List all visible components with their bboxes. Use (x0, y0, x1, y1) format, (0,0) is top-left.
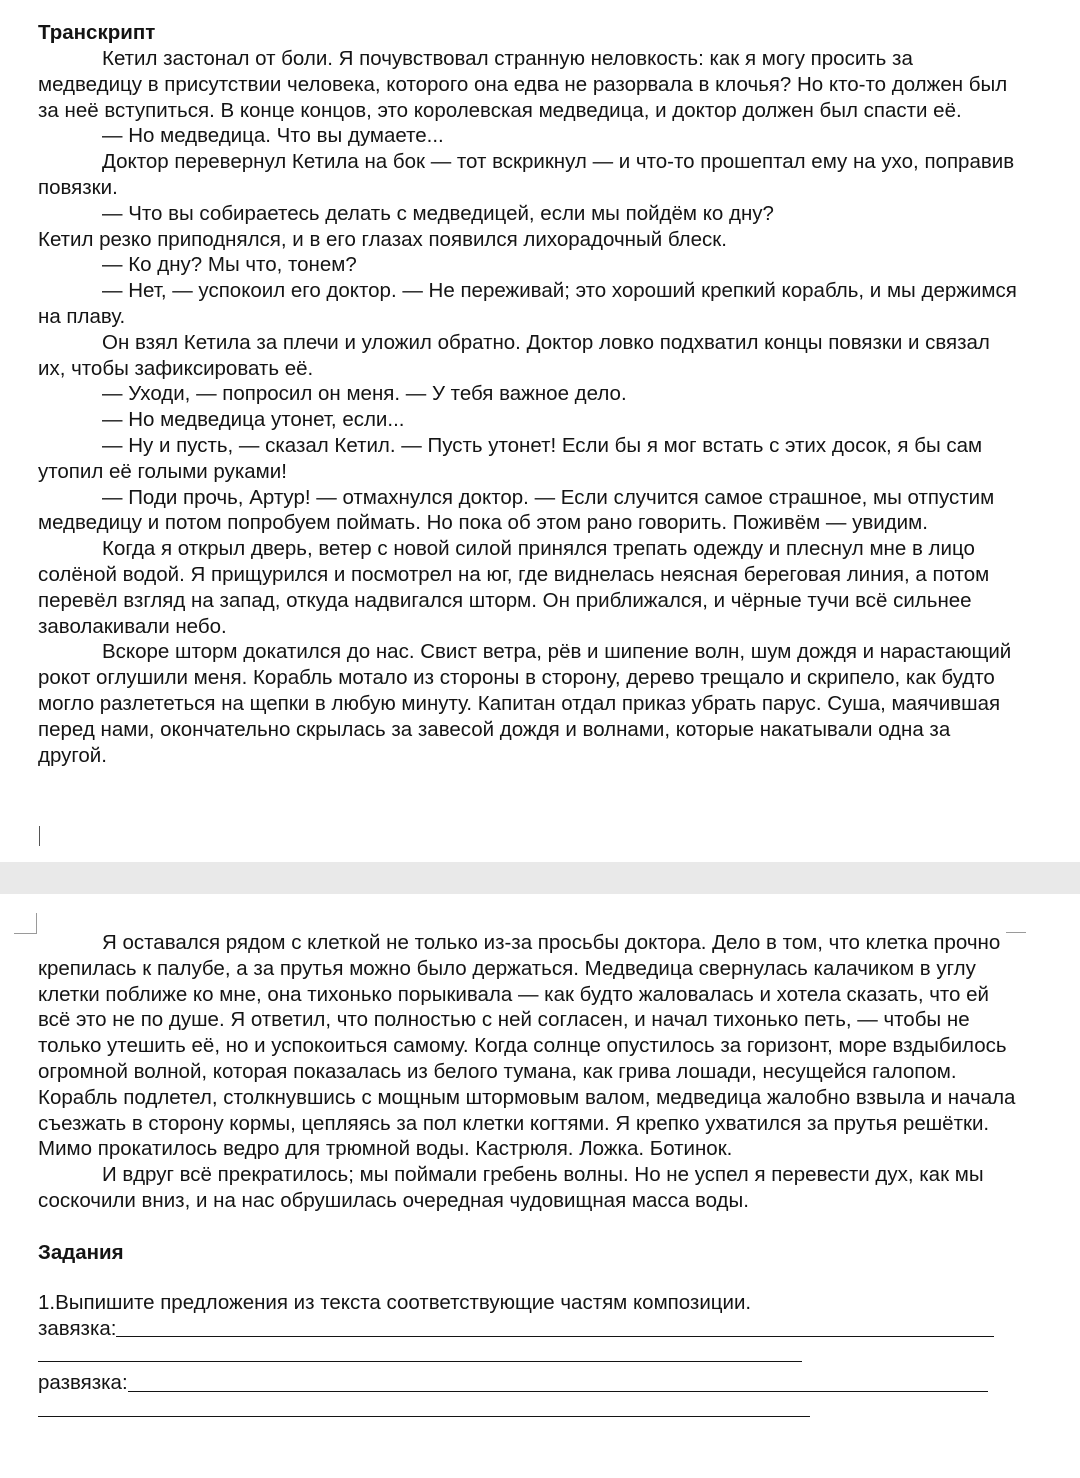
paragraph: Кетил застонал от боли. Я почувствовал странную неловкость: как я могу просить за медведицу в присутствии человека, которого она едва не разорвала в клочья? Но кто-то должен был за неё вступиться. В конце концов, это королевская медведица, и доктор должен был спасти её. (38, 47, 1008, 122)
field-razvyazka-line[interactable] (128, 1391, 988, 1392)
paragraph: Доктор перевернул Кетила на бок — тот вскрикнул — и что-то прошептал ему на ухо, поправив повязки. (38, 150, 1015, 199)
paragraph: — Что вы собираетесь делать с медведицей, если мы пойдём ко дну? (102, 201, 774, 225)
document-page-2 (0, 894, 1080, 1478)
field-razvyazka-label: развязка: (38, 1371, 128, 1395)
paragraph: — Поди прочь, Артур! — отмахнулся доктор. — Если случится самое страшное, мы отпустим медведицу и потом попробуем поймать. Но пока об этом рано говорить. Поживём — увидим. (38, 485, 995, 535)
paragraph: Кетил резко приподнялся, и в его глазах появился лихорадочный блеск. (38, 227, 727, 251)
page-1-content (38, 20, 1020, 768)
paragraph: Он взял Кетила за плечи и уложил обратно. Доктор ловко подхватил концы повязки и связал их, чтобы зафиксировать её. (38, 330, 990, 380)
document-heading: Транскрипт (38, 21, 156, 44)
tasks-heading: Задания (38, 1240, 124, 1264)
paragraph: Когда я открыл дверь, ветер с новой силой принялся трепать одежду и плеснул мне в лицо солёной водой. Я прищурился и посмотрел на юг, где виднелась неясная береговая линия, а потом перевёл взгляд на запад, откуда надвигался шторм. Он приближался, и чёрные тучи всё сильнее заволакивали небо. (38, 537, 990, 638)
field-zavyazka-label: завязка: (38, 1316, 117, 1340)
blank-answer-line-1[interactable] (38, 1361, 802, 1362)
field-razvyazka[interactable] (38, 1370, 1020, 1396)
paragraph: — Уходи, — попросил он меня. — У тебя важное дело. (102, 382, 627, 406)
paragraph: И вдруг всё прекратилось; мы поймали гребень волны. Но не успел я перевести дух, как мы соскочили вниз, и на нас обрушилась очередная чудовищная масса воды. (38, 1163, 984, 1212)
paragraph: Вскоре шторм докатился до нас. Свист ветра, рёв и шипение волн, шум дождя и нарастающий рокот оглушили меня. Корабль мотало из стороны в сторону, дерево трещало и скрипело, как будто могло разлететься на щепки в любую минуту. Капитан отдал приказ убрать парус. Суша, маячившая перед нами, окончательно скрылась за завесой дождя и волнами, которые накатывали одна за другой. (38, 640, 1012, 767)
field-zavyazka[interactable] (38, 1316, 1020, 1342)
page-2-content (38, 930, 1020, 1421)
field-zavyazka-line[interactable] (116, 1336, 994, 1337)
paragraph: Я оставался рядом с клеткой не только из-за просьбы доктора. Дело в том, что клетка прочно крепилась к палубе, а за прутья можно было держаться. Медведица свернулась калачиком в углу клетки поближе ко мне, она тихонько порыкивала — как будто жаловалась и хотела сказать, что ей всё это не по душе. Я ответил, что полностью с ней согласен, и начал тихонько петь, — чтобы не только утешить её, но и успокоиться самому. Когда солнце опустилось за горизонт, море вздыбилось огромной волной, которая показалась из белого тумана, как грива лошади, несущейся галопом. Корабль подлетел, столкнувшись с мощным штормовым валом, медведица жалобно взвыла и начала съезжать в сторону кормы, цепляясь за пол клетки когтями. Я крепко ухватился за прутья решётки. Мимо прокатилось ведро для трюмной воды. Кастрюля. Ложка. Ботинок. (38, 931, 1016, 1161)
page-corner-mark-right (1006, 932, 1026, 933)
paragraph: — Ко дну? Мы что, тонем? (102, 253, 357, 277)
paragraph: — Нет, — успокоил его доктор. — Не переживай; это хороший крепкий корабль, и мы держимся на плаву. (38, 279, 1017, 328)
page-2-text[interactable] (38, 930, 1020, 1214)
page-gap (0, 862, 1080, 894)
paragraph: — Но медведица. Что вы думаете... (102, 124, 444, 148)
page-corner-mark-left (14, 913, 37, 934)
page-1-text[interactable] (38, 46, 1020, 768)
blank-answer-line-2[interactable] (38, 1416, 810, 1417)
paragraph: — Но медведица утонет, если... (102, 408, 405, 432)
text-cursor (39, 826, 40, 846)
paragraph: — Ну и пусть, — сказал Кетил. — Пусть утонет! Если бы я мог встать с этих досок, я бы сам утопил её голыми руками! (38, 433, 983, 483)
task-question: 1.Выпишите предложения из текста соответствующие частям композиции. (38, 1290, 752, 1314)
